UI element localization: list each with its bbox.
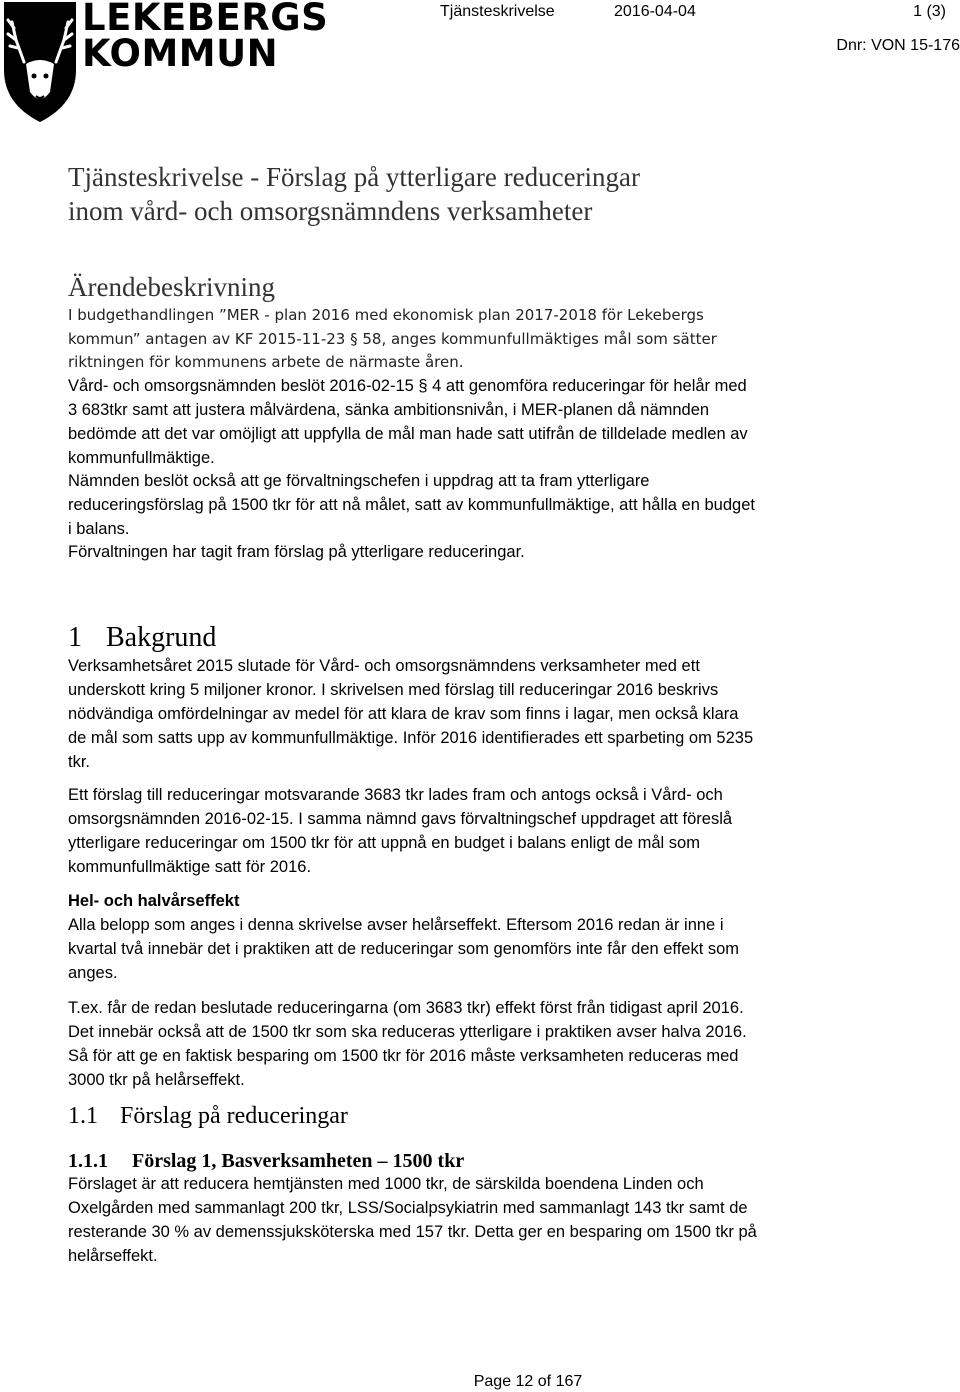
subheading-hel-halvarseffekt: Hel- och halvårseffekt <box>68 892 240 910</box>
section-number: 1.1 <box>68 1103 98 1129</box>
document-type: Tjänsteskrivelse <box>440 3 555 20</box>
org-name-line1: LEKEBERGS <box>82 0 329 39</box>
section-title: Bakgrund <box>106 622 217 653</box>
municipality-name-wordmark <box>82 0 329 75</box>
section-heading-bakgrund <box>68 620 216 656</box>
forslag-paragraph-1: Förslaget är att reducera hemtjänsten med 1000 tkr, de särskilda boendena Linden och Oxelgården med sammanlagt 200 tkr, LSS/Socialpsykiatrin med sammanlagt 143 tkr samt de resterande 30 % av demenssjuksköterska med 157 tkr. Detta ger en besparing om 1500 tkr på helårseffekt. <box>68 1175 757 1265</box>
document-date: 2016-04-04 <box>614 3 696 20</box>
section-number: 1 <box>68 622 82 653</box>
subsection-title: Förslag 1, Basverksamheten – 1500 tkr <box>132 1150 465 1172</box>
subsection-number: 1.1.1 <box>68 1150 108 1172</box>
arende-paragraph-3: Förvaltningen har tagit fram förslag på ytterligare reduceringar. <box>68 543 525 561</box>
subsection-heading-forslag-1 <box>68 1147 464 1175</box>
org-name-line2: KOMMUN <box>82 32 279 75</box>
municipality-coat-of-arms-logo <box>2 0 78 124</box>
section-heading-forslag <box>68 1100 348 1132</box>
bakgrund-paragraph-3: Alla belopp som anges i denna skrivelse avser helårseffekt. Eftersom 2016 redan är inne i kvartal två innebär det i praktiken att de reduceringar som genomförs inte får den effekt som anges. <box>68 916 740 982</box>
title-line1: Tjänsteskrivelse - Förslag på ytterligare reduceringar <box>68 162 641 192</box>
title-line2: inom vård- och omsorgsnämndens verksamheter <box>68 196 593 226</box>
arende-paragraph-2: Nämnden beslöt också att ge förvaltningschefen i uppdrag att ta fram ytterligare reduceringsförslag på 1500 tkr för att nå målet, satt av kommunfullmäktige, att hålla en budget i balans. <box>68 472 755 538</box>
page-footer: Page 12 of 167 <box>473 1373 583 1390</box>
document-title <box>68 160 768 228</box>
section-heading-arendebeskrivning: Ärendebeskrivning <box>68 272 275 302</box>
bakgrund-paragraph-1: Verksamhetsåret 2015 slutade för Vård- och omsorgsnämndens verksamheter med ett underskott kring 5 miljoner kronor. I skrivelsen med förslag till reduceringar 2016 beskrivs nödvändiga omfördelningar av medel för att klara de krav som finns i lagar, men också klara de mål som satts upp av kommunfullmäktige. Inför 2016 identifierades ett sparbeting om 5235 tkr. <box>68 657 754 771</box>
page-indicator: 1 (3) <box>913 3 946 20</box>
arende-paragraph-1: Vård- och omsorgsnämnden beslöt 2016-02-15 § 4 att genomföra reduceringar för helår med 3 683tkr samt att justera målvärdena, sänka ambitionsnivån, i MER-planen då nämnden bedömde att det var omöjligt att uppfylla de mål man hade satt utifrån de tilldelade medlen av kommunfullmäktige. <box>68 377 748 467</box>
section-title: Förslag på reduceringar <box>120 1103 348 1129</box>
diary-number: Dnr: VON 15-176 <box>836 37 960 54</box>
bakgrund-paragraph-2: Ett förslag till reduceringar motsvarande 3683 tkr lades fram och antogs också i Vård- och omsorgsnämnden 2016-02-15. I samma nämnd gavs förvaltningschef uppdraget att föreslå ytterligare reduceringar om 1500 tkr för att uppnå en budget i balans enligt de mål som kommunfullmäktige satt för 2016. <box>68 786 733 876</box>
bakgrund-paragraph-4: T.ex. får de redan beslutade reduceringarna (om 3683 tkr) effekt först från tidigast april 2016. Det innebär också att de 1500 tkr som ska reduceras ytterligare i praktiken avser halva 2016. Så för att ge en faktisk besparing om 1500 tkr för 2016 måste verksamheten reduceras med 3000 tkr på helårseffekt. <box>68 999 747 1089</box>
arende-intro-paragraph: I budgethandlingen ”MER - plan 2016 med ekonomisk plan 2017-2018 för Lekebergs kommun” antagen av KF 2015-11-23 § 58, anges kommunfullmäktiges mål som sätter riktningen för kommunens arbete de närmaste åren. <box>68 306 717 371</box>
